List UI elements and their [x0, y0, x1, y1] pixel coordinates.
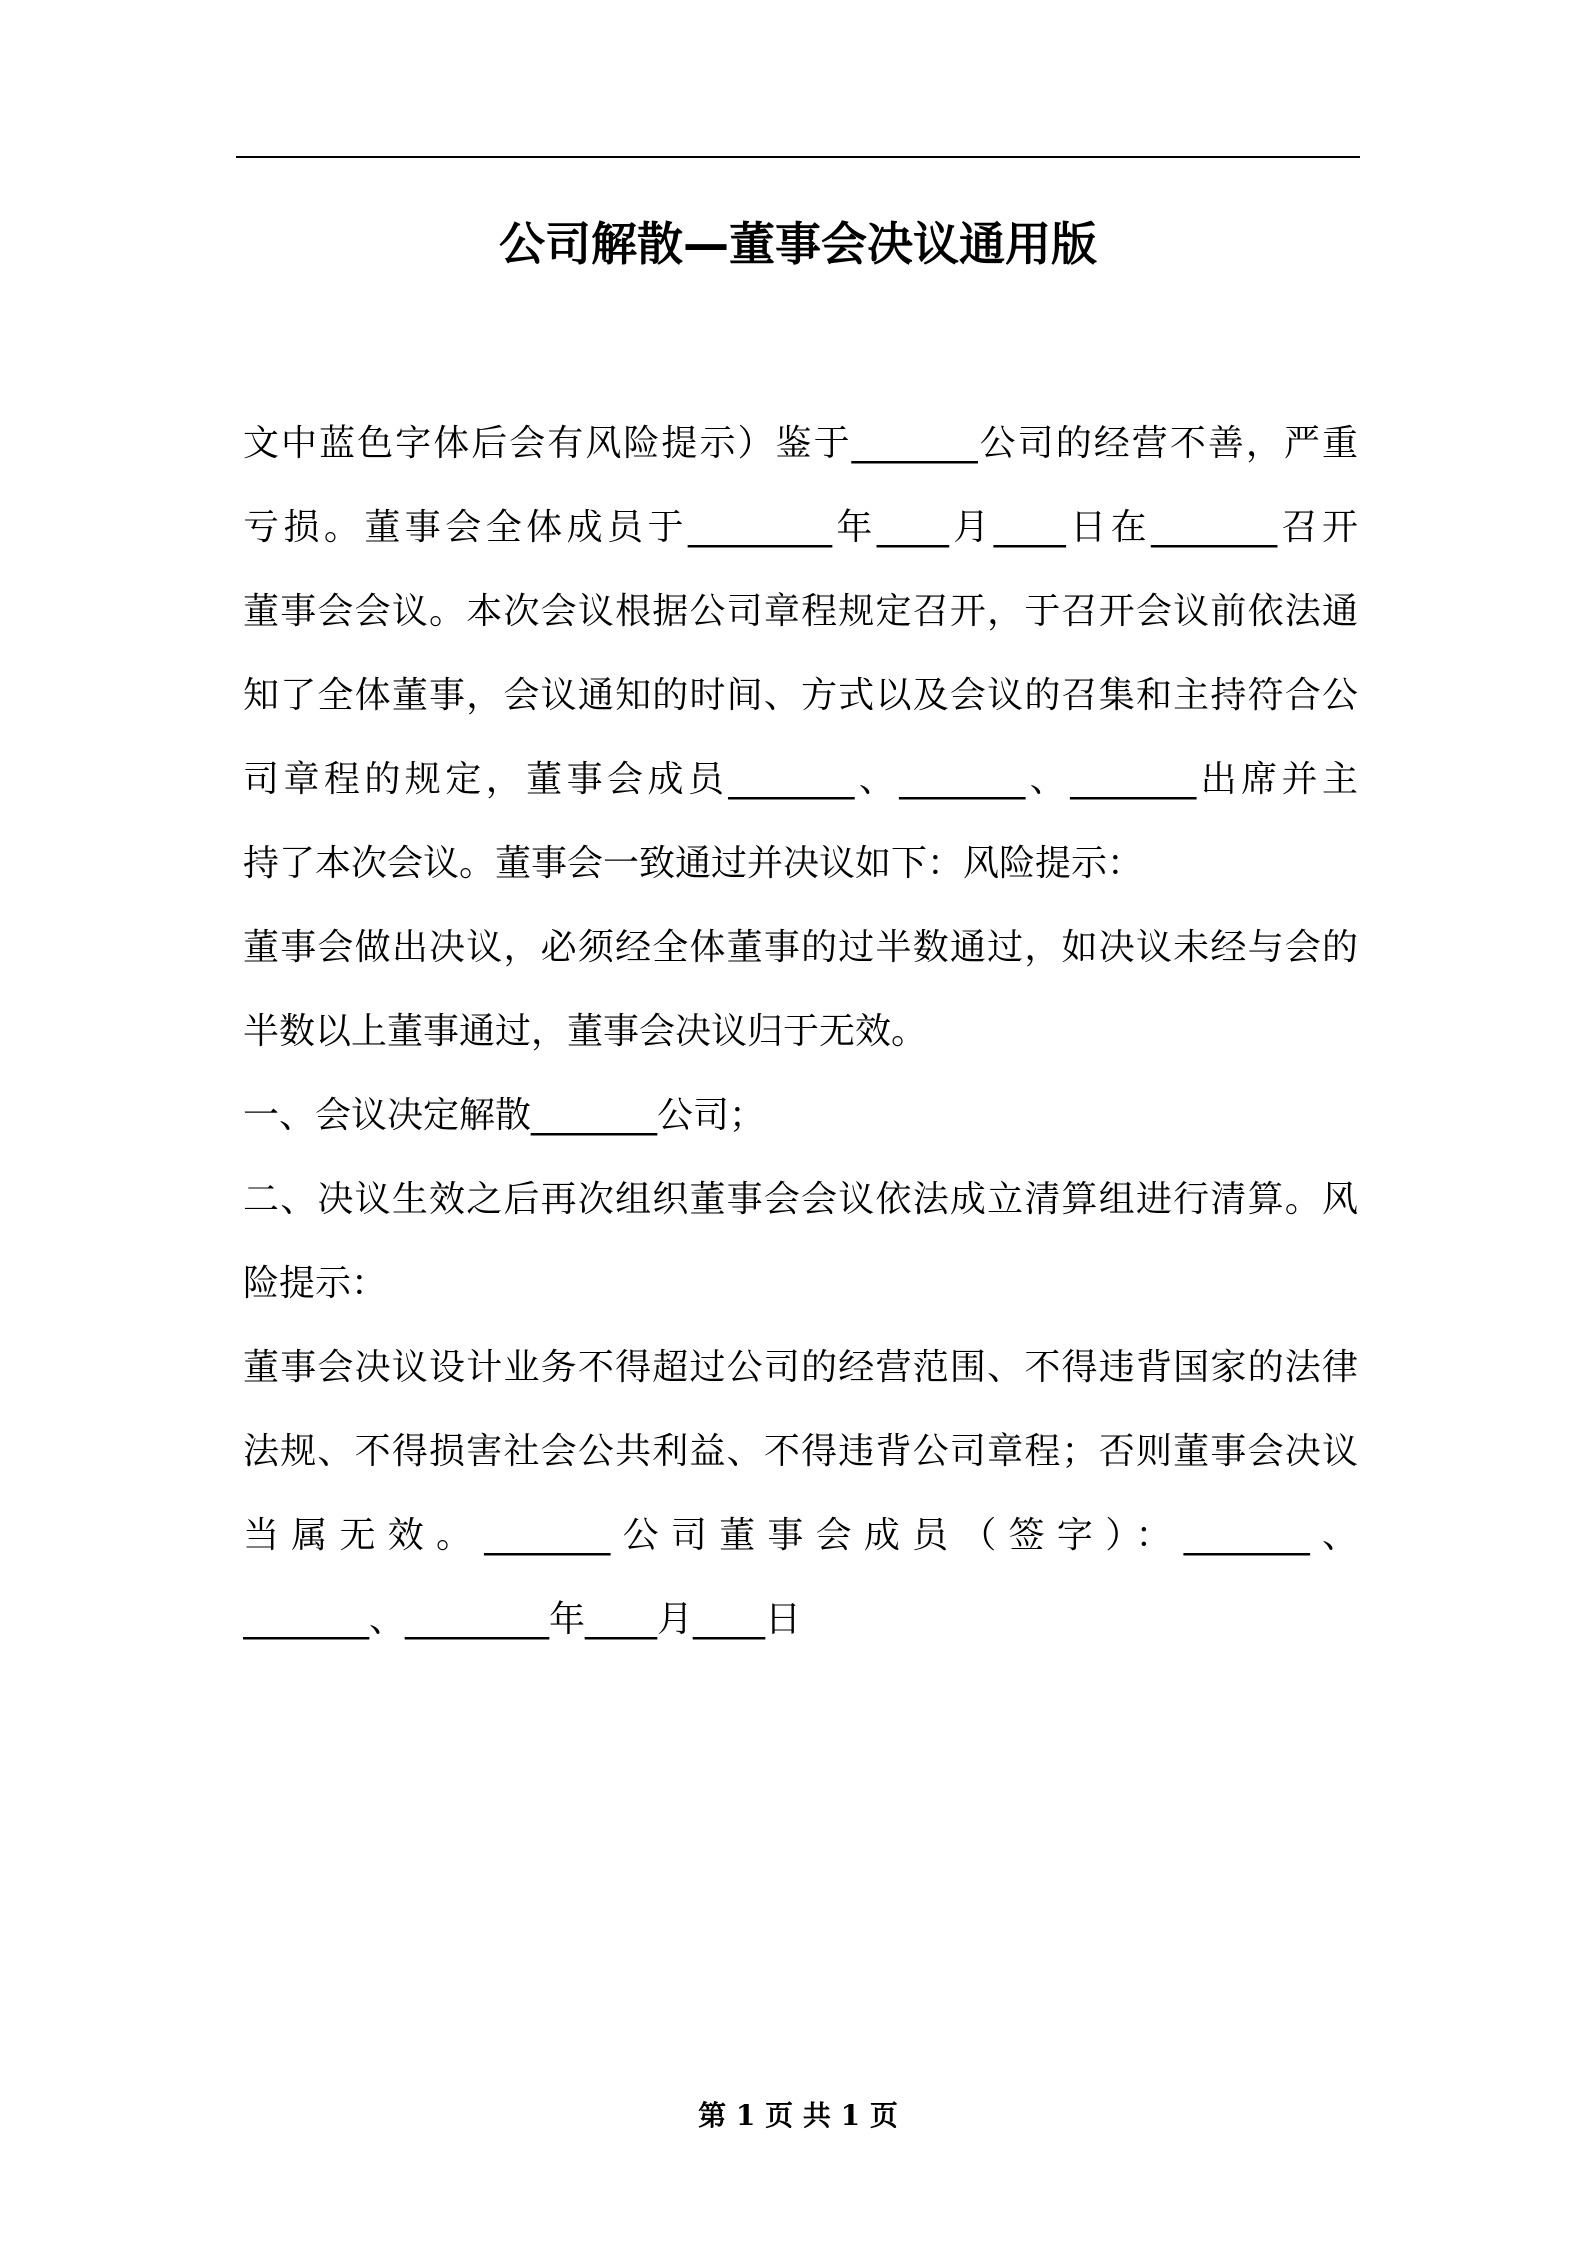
- body-line: 持了本次会议。董事会一致通过并决议如下：风险提示：: [243, 843, 1144, 884]
- body-line: 当属无效。_______公司董事会成员（签字）：_______、: [243, 1515, 1358, 1556]
- header-rule: [236, 156, 1360, 158]
- body-line: 二、决议生效之后再次组织董事会会议依法成立清算组进行清算。风: [243, 1179, 1358, 1220]
- body-line: 一、会议决定解散_______公司；: [243, 1095, 766, 1136]
- body-line: 半数以上董事通过，董事会决议归于无效。: [243, 1011, 928, 1052]
- body-line: _______、________年____月____日: [243, 1599, 801, 1640]
- document-title: 公司解散—董事会决议通用版: [499, 217, 1097, 271]
- document-body: [243, 402, 1358, 1662]
- body-line: 险提示：: [243, 1263, 388, 1304]
- body-line: 董事会会议。本次会议根据公司章程规定召开，于召开会议前依法通: [243, 591, 1358, 632]
- body-line: 知了全体董事，会议通知的时间、方式以及会议的召集和主持符合公: [243, 675, 1358, 716]
- body-line: 董事会做出决议，必须经全体董事的过半数通过，如决议未经与会的: [243, 927, 1358, 968]
- page-number: 第 1 页 共 1 页: [698, 2099, 898, 2132]
- body-line: 法规、不得损害社会公共利益、不得违背公司章程；否则董事会决议: [243, 1431, 1358, 1472]
- body-line: 司章程的规定，董事会成员_______、_______、_______出席并主: [243, 759, 1358, 800]
- body-line: 董事会决议设计业务不得超过公司的经营范围、不得违背国家的法律: [243, 1347, 1358, 1388]
- body-line: 文中蓝色字体后会有风险提示）鉴于_______公司的经营不善，严重: [243, 423, 1358, 464]
- body-line: 亏损。董事会全体成员于________年____月____日在_______召开: [243, 507, 1358, 548]
